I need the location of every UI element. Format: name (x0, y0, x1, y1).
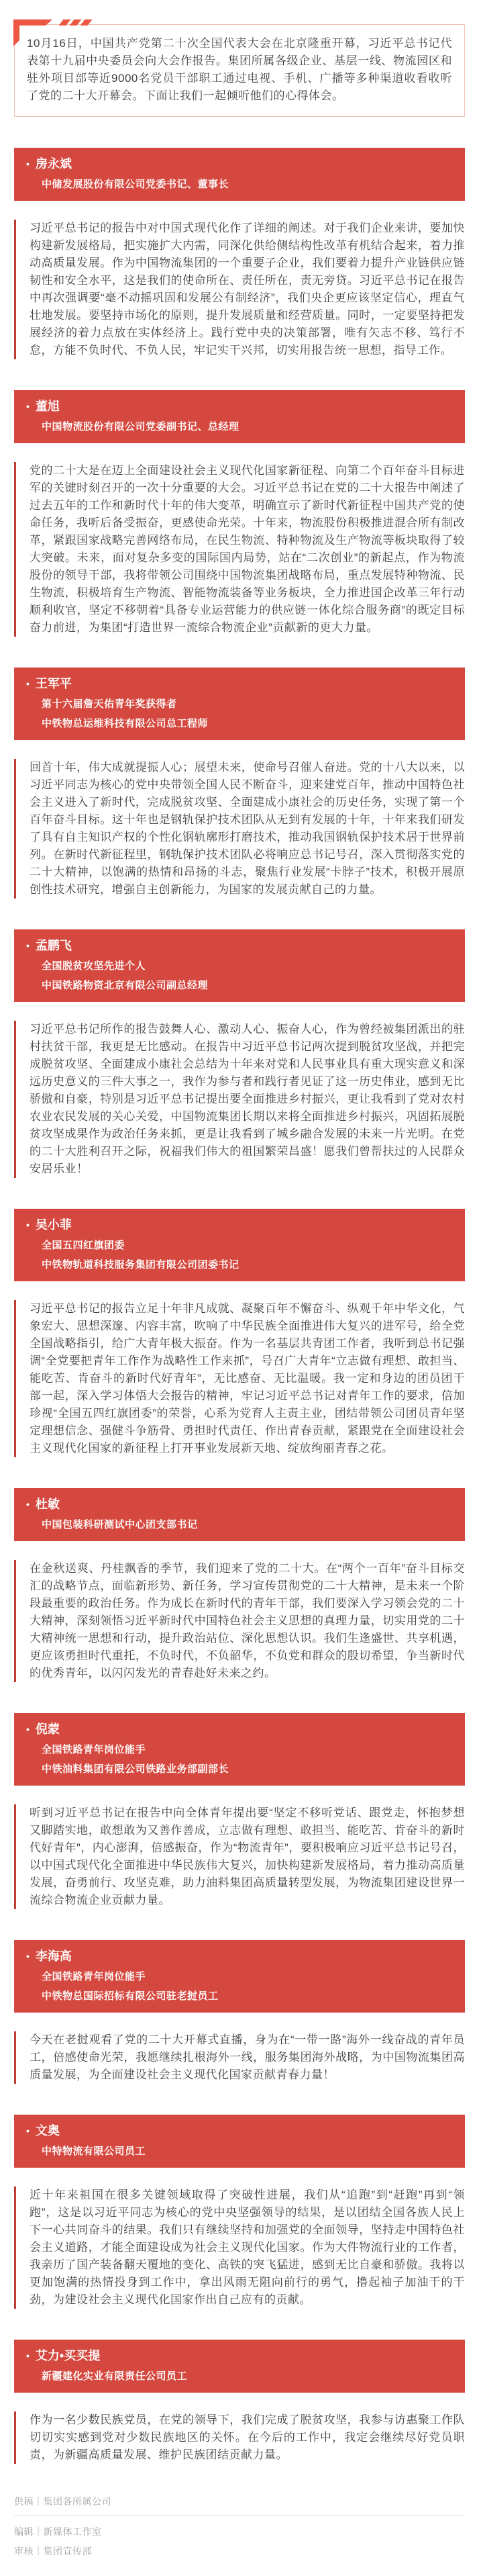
testimonial-paragraph: 习近平总书记所作的报告鼓舞人心、激动人心、振奋人心，作为曾经被集团派出的驻村扶贫干部，我更是无比感动。在报告中习近平总书记两次提到脱贫攻坚战，并把完成脱贫攻坚、全面建成小康社会总结为十年来对党和人民事业具有重大现实意义和深远历史意义的三件大事之一，我作为参与者和践行者见证了这一历史伟业，感到无比骄傲和自豪，特别是习近平总书记提出要全面推进乡村振兴，更让我看到了党对农村农业农民发展的关心关爱，中国物流集团长期以来将全面推进乡村振兴，巩固拓展脱贫攻坚成果作为政治任务来抓，更是让我看到了城乡融合发展的未来一片光明。在党的二十大胜利召开之际，祝福我们伟大的祖国繁荣昌盛！愿我们曾帮扶过的人民群众安居乐业！ (14, 1021, 465, 1178)
person-name-row (26, 398, 451, 414)
person-title: 中铁物总运维科技有限公司总工程师 (42, 718, 209, 729)
credit-reviewer: 审核｜集团宣传部 (14, 2546, 92, 2557)
intro-text: 10月16日，中国共产党第二十次全国代表大会在北京隆重开幕，习近平总书记代表第十九届中央委员会向大会作报告。集团所属各级企业、基层一线、物流园区和驻外项目部等近9000名党员干部职工通过电视、手机、广播等多种渠道收看收听了党的二十大开幕会。下面让我们一起倾听他们的心得体会。 (14, 24, 465, 117)
bullet-dot-icon: • (26, 2125, 30, 2136)
person-title: 全国脱贫攻坚先进个人 (42, 960, 146, 972)
person-titles (26, 1970, 451, 2003)
person-name: 孟鹏飞 (35, 939, 72, 952)
person-name-row (26, 156, 451, 172)
person-titles (26, 420, 451, 434)
section-header-banner (14, 1940, 465, 2013)
person-name-row (26, 1721, 451, 1737)
credit-contributor: 供稿｜集团各所属公司 (14, 2496, 111, 2507)
person-titles (26, 2144, 451, 2158)
person-titles (26, 697, 451, 731)
person-titles (26, 1743, 451, 1776)
person-name-row (26, 676, 451, 692)
bullet-dot-icon: • (26, 1499, 30, 1510)
person-titles (26, 177, 451, 191)
bullet-dot-icon: • (26, 158, 30, 169)
testimonial-paragraph: 听到习近平总书记在报告中向全体青年提出要“坚定不移听党话、跟党走，怀抱梦想又脚踏实地，敢想敢为又善作善成，立志做有理想、敢担当、能吃苦、肯奋斗的新时代好青年”，内心澎湃，倍感振奋，作为“物流青年”，要积极响应习近平总书记号召，以中国式现代化全面推进中华民族伟大复兴，加快构建新发展格局，着力推动高质量发展，奋勇前行、攻坚克难，助力油料集团高质量转型发展，为物流集团建设世界一流综合物流企业贡献力量。 (14, 1804, 465, 1909)
person-name-row (26, 1948, 451, 1964)
person-titles (26, 959, 451, 993)
employee-section (0, 1488, 479, 1682)
section-header-banner (14, 2115, 465, 2168)
section-header-banner (14, 2340, 465, 2393)
credits-footer (14, 2495, 465, 2558)
section-header-banner (14, 929, 465, 1002)
employee-section (0, 1209, 479, 1457)
person-title: 中铁物轨道科技服务集团有限公司团委书记 (42, 1259, 239, 1271)
person-name: 倪蒙 (35, 1722, 60, 1736)
employee-section (0, 668, 479, 899)
person-title: 中铁物总国际招标有限公司驻老挝员工 (42, 1990, 219, 2002)
person-titles (26, 2369, 451, 2383)
testimonial-paragraph: 今天在老挝观看了党的二十大开幕式直播，身为在“一带一路”海外一线奋战的青年员工，倍感使命光荣，我愿继续扎根海外一线，服务集团海外战略，为中国物流集团高质量发展，为全面建设社会主义现代化国家贡献青春力量！ (14, 2031, 465, 2084)
person-name-row (26, 937, 451, 954)
person-name: 李海高 (35, 1949, 72, 1963)
person-name-row (26, 2123, 451, 2139)
intro-quote-box (14, 24, 465, 117)
person-title: 全国铁路青年岗位能手 (42, 1744, 146, 1755)
employee-section (0, 1713, 479, 1909)
article-page (0, 24, 479, 2576)
person-name: 艾力•买买提 (35, 2349, 101, 2362)
employee-section (0, 390, 479, 637)
person-title: 中国物流股份有限公司党委副书记、总经理 (42, 421, 239, 432)
person-name: 杜敏 (35, 1498, 60, 1511)
testimonial-paragraph: 习近平总书记的报告立足十年非凡成就、凝聚百年不懈奋斗、纵观千年中华文化，气象宏大、思想深邃、内容丰富，吹响了中华民族全面推进伟大复兴的进军号，给全党全国战略指引，给广大青年极大振奋。作为一名基层共青团工作者，我听到总书记强调“全党要把青年工作作为战略性工作来抓”，号召广大青年“立志做有理想、敢担当、能吃苦、肯奋斗的新时代好青年”，无比感奋、无比温暖。我一定和身边的团员团干部一起，深入学习体悟大会报告的精神，牢记习近平总书记对青年工作的要求，倍加珍视“全国五四红旗团委”的荣誉，心系为党育人主责主业，团结带领公司团员青年坚定理想信念、强健斗争筋骨、勇担时代责任、作出青春贡献，紧跟党在全面建设社会主义现代化国家的新征程上打开事业发展新天地、绽放绚丽青春之花。 (14, 1300, 465, 1457)
bullet-dot-icon: • (26, 2350, 30, 2361)
testimonial-paragraph: 近十年来祖国在很多关键领域取得了突破性进展，我们从“追跑”到“赶跑”再到“领跑”，这是以习近平同志为核心的党中央坚强领导的结果，是以团结全国各族人民上下一心共同奋斗的结果。我们只有继续坚持和加强党的全面领导，坚持走中国特色社会主义道路，才能全面建设成为社会主义现代化国家。作为大件物流行业的工作者，我亲历了国产装备翻天覆地的变化、高铁的突飞猛进，感到无比自豪和骄傲。我将以更加饱满的热情投身到工作中，拿出风雨无阻向前行的勇气，撸起袖子加油干的干劲，为建设社会主义现代化国家作出自己应有的贡献。 (14, 2187, 465, 2309)
person-title: 中特物流有限公司员工 (42, 2146, 146, 2157)
testimonial-paragraph: 习近平总书记的报告中对中国式现代化作了详细的阐述。对于我们企业来讲，要加快构建新发展格局，把实施扩大内需，同深化供给侧结构性改革有机结合起来，着力推动高质量发展。作为中国物流集团的一个重要子企业，我们要着力提升产业链供应链韧性和安全水平，这是我们的使命所在、责任所在，责无旁贷。习近平总书记在报告中再次强调要“毫不动摇巩固和发展公有制经济”，我们央企更应该坚定信心，理直气壮地发展。要坚持市场化的原则，提升发展质量和经营质量。同时，一定要坚持把发展经济的着力点放在实体经济上。践行党中央的决策部署，唯有矢志不移、笃行不怠，方能不负时代、不负人民，牢记实干兴邦，切实用报告统一思想，指导工作。 (14, 220, 465, 359)
person-name: 吴小菲 (35, 1218, 72, 1232)
section-header-banner (14, 148, 465, 201)
person-title: 中铁油料集团有限公司铁路业务部副部长 (42, 1763, 229, 1775)
person-titles (26, 1518, 451, 1532)
employee-section (0, 2340, 479, 2464)
person-title: 中储发展股份有限公司党委书记、董事长 (42, 179, 229, 190)
credit-editor: 编辑｜新媒体工作室 (14, 2526, 102, 2537)
employee-section (0, 2115, 479, 2309)
person-title: 第十六届詹天佑青年奖获得者 (42, 698, 177, 710)
person-name-row (26, 2348, 451, 2364)
testimonial-paragraph: 作为一名少数民族党员，在党的领导下，我们完成了脱贫攻坚，我参与访惠聚工作队切切实实感到党对少数民族地区的关怀。在今后的工作中，我定会继续尽好党员职责，为新疆高质量发展、维护民族团结贡献力量。 (14, 2411, 465, 2464)
person-titles (26, 1238, 451, 1272)
employee-section (0, 148, 479, 359)
bullet-dot-icon: • (26, 678, 30, 689)
person-title: 中国铁路物资北京有限公司副总经理 (42, 980, 209, 991)
testimonial-paragraph: 回首十年，伟大成就提振人心；展望未来，使命号召催人奋进。党的十八大以来，以习近平同志为核心的党中央带领全国人民不断奋斗，迎来建党百年，推动中国特色社会主义进入了新时代，完成脱贫攻坚、全面建成小康社会的历史任务，实现了第一个百年奋斗目标。这十年也是钢轨保护技术团队从无到有发展的十年，十年来我们研发了具有自主知识产权的个性化钢轨廓形打磨技术，推动我国钢轨保护技术居于世界前列。在新时代新征程里，钢轨保护技术团队必将响应总书记号召，深入贯彻落实党的二十大精神，以饱满的热情和昂扬的斗志，聚焦行业发展“卡脖子”技术，积极开展原创性技术研究，增强自主创新能力，为国家的发展贡献自己的力量。 (14, 759, 465, 899)
bullet-dot-icon: • (26, 1724, 30, 1735)
employee-section (0, 929, 479, 1178)
testimonial-paragraph: 在金秋送爽、丹桂飘香的季节，我们迎来了党的二十大。在“两个一百年”奋斗目标交汇的战略节点，面临新形势、新任务，学习宣传贯彻党的二十大精神，是未来一个阶段最重要的政治任务。作为成长在新时代的青年干部，我们要深入学习领会党的二十大精神，深刻领悟习近平新时代中国特色社会主义思想的真理力量，切实用党的二十大精神统一思想和行动，提升政治站位、深化思想认识。我们生逢盛世、共享机遇，更应该勇担时代重托，不负时代，不负韶华，不负党和群众的殷切希望，争当新时代的优秀青年，以闪闪发光的青春赴好未来之约。 (14, 1560, 465, 1682)
bullet-dot-icon: • (26, 401, 30, 412)
person-name: 王军平 (35, 677, 72, 690)
section-header-banner (14, 1713, 465, 1786)
bullet-dot-icon: • (26, 1220, 30, 1230)
employee-section (0, 1940, 479, 2084)
person-name: 董旭 (35, 400, 60, 413)
person-title: 新疆建化实业有限责任公司员工 (42, 2371, 188, 2382)
person-name-row (26, 1496, 451, 1512)
section-header-banner (14, 1209, 465, 1281)
person-title: 中国包装科研测试中心团支部书记 (42, 1519, 198, 1530)
bullet-dot-icon: • (26, 1951, 30, 1962)
person-title: 全国五四红旗团委 (42, 1240, 125, 1251)
bullet-dot-icon: • (26, 940, 30, 951)
section-header-banner (14, 390, 465, 443)
person-title: 全国铁路青年岗位能手 (42, 1971, 146, 1982)
person-name: 房永斌 (35, 157, 72, 171)
testimonial-paragraph: 党的二十大是在迈上全面建设社会主义现代化国家新征程、向第二个百年奋斗目标进军的关键时刻召开的一次十分重要的大会。习近平总书记在党的二十大报告中阐述了过去五年的工作和新时代十年的伟大变革，明确宣示了新时代新征程中国共产党的使命任务，我听后备受振奋，更感使命光荣。十年来，物流股份积极推进混合所有制改革，紧跟国家战略完善网络布局，在民生物流、特种物流及生产物流等板块取得了较大突破。未来，面对复杂多变的国际国内局势，站在“二次创业”的新起点，作为物流股份的领导干部，我将带领公司围绕中国物流集团战略布局，重点发展特种物流、民生物流，积极培育生产物流、智能物流装备等业务板块，全力推进国企改革三年行动顺利收官，坚定不移朝着“具备专业运营能力的供应链一体化综合服务商”的既定目标奋力前进，为集团“打造世界一流综合物流企业”贡献新的更大力量。 (14, 462, 465, 637)
section-header-banner (14, 1488, 465, 1541)
sections (0, 148, 479, 2464)
section-header-banner (14, 668, 465, 740)
person-name: 文奥 (35, 2124, 60, 2137)
person-name-row (26, 1217, 451, 1233)
